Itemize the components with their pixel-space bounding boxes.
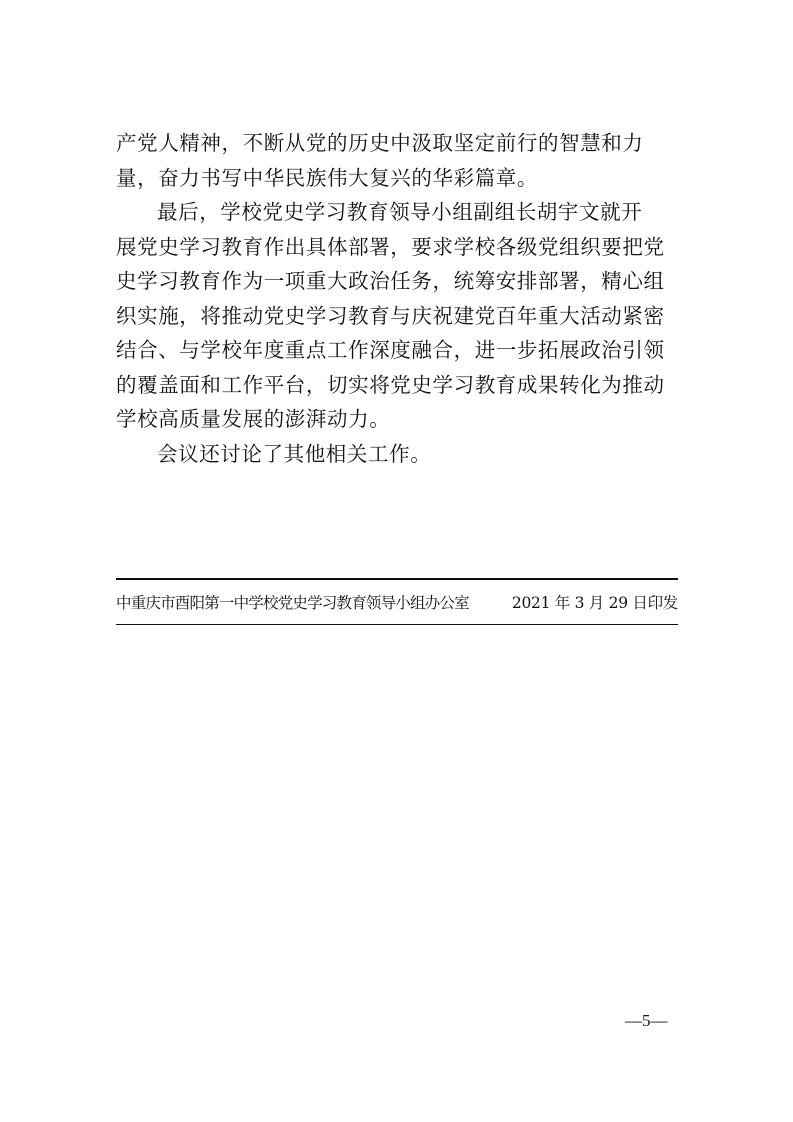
body-text	[116, 126, 696, 471]
paragraph-line: 学校高质量发展的澎湃动力。	[116, 407, 391, 431]
paragraph-line: 的覆盖面和工作平台，切实将党史学习教育成果转化为推动	[116, 372, 665, 397]
paragraph-line: 产党人精神，不断从党的历史中汲取坚定前行的智慧和力	[116, 131, 644, 155]
paragraph-line: 会议还讨论了其他相关工作。	[157, 441, 432, 466]
footer-bottom-rule	[116, 624, 678, 625]
print-date: 2021 年 3 月 29 日印发	[511, 594, 678, 612]
page-number: —5—	[625, 1011, 668, 1030]
paragraph-line: 史学习教育作为一项重大政治任务，统筹安排部署，精心组	[116, 269, 665, 293]
paragraph-line: 结合、与学校年度重点工作深度融合，进一步拓展政治引领	[116, 338, 665, 362]
paragraph-line: 量，奋力书写中华民族伟大复兴的华彩篇章。	[116, 165, 538, 190]
paragraph-line: 最后，学校党史学习教育领导小组副组长胡宇文就开	[157, 200, 643, 224]
document-footer	[116, 578, 678, 625]
paragraph-line: 展党史学习教育作出具体部署，要求学校各级党组织要把党	[116, 234, 665, 259]
footer-row	[116, 580, 678, 624]
issuer-name: 中重庆市酉阳第一中学校党史学习教育领导小组办公室	[116, 594, 469, 612]
paragraph-line: 织实施，将推动党史学习教育与庆祝建党百年重大活动紧密	[116, 303, 665, 328]
